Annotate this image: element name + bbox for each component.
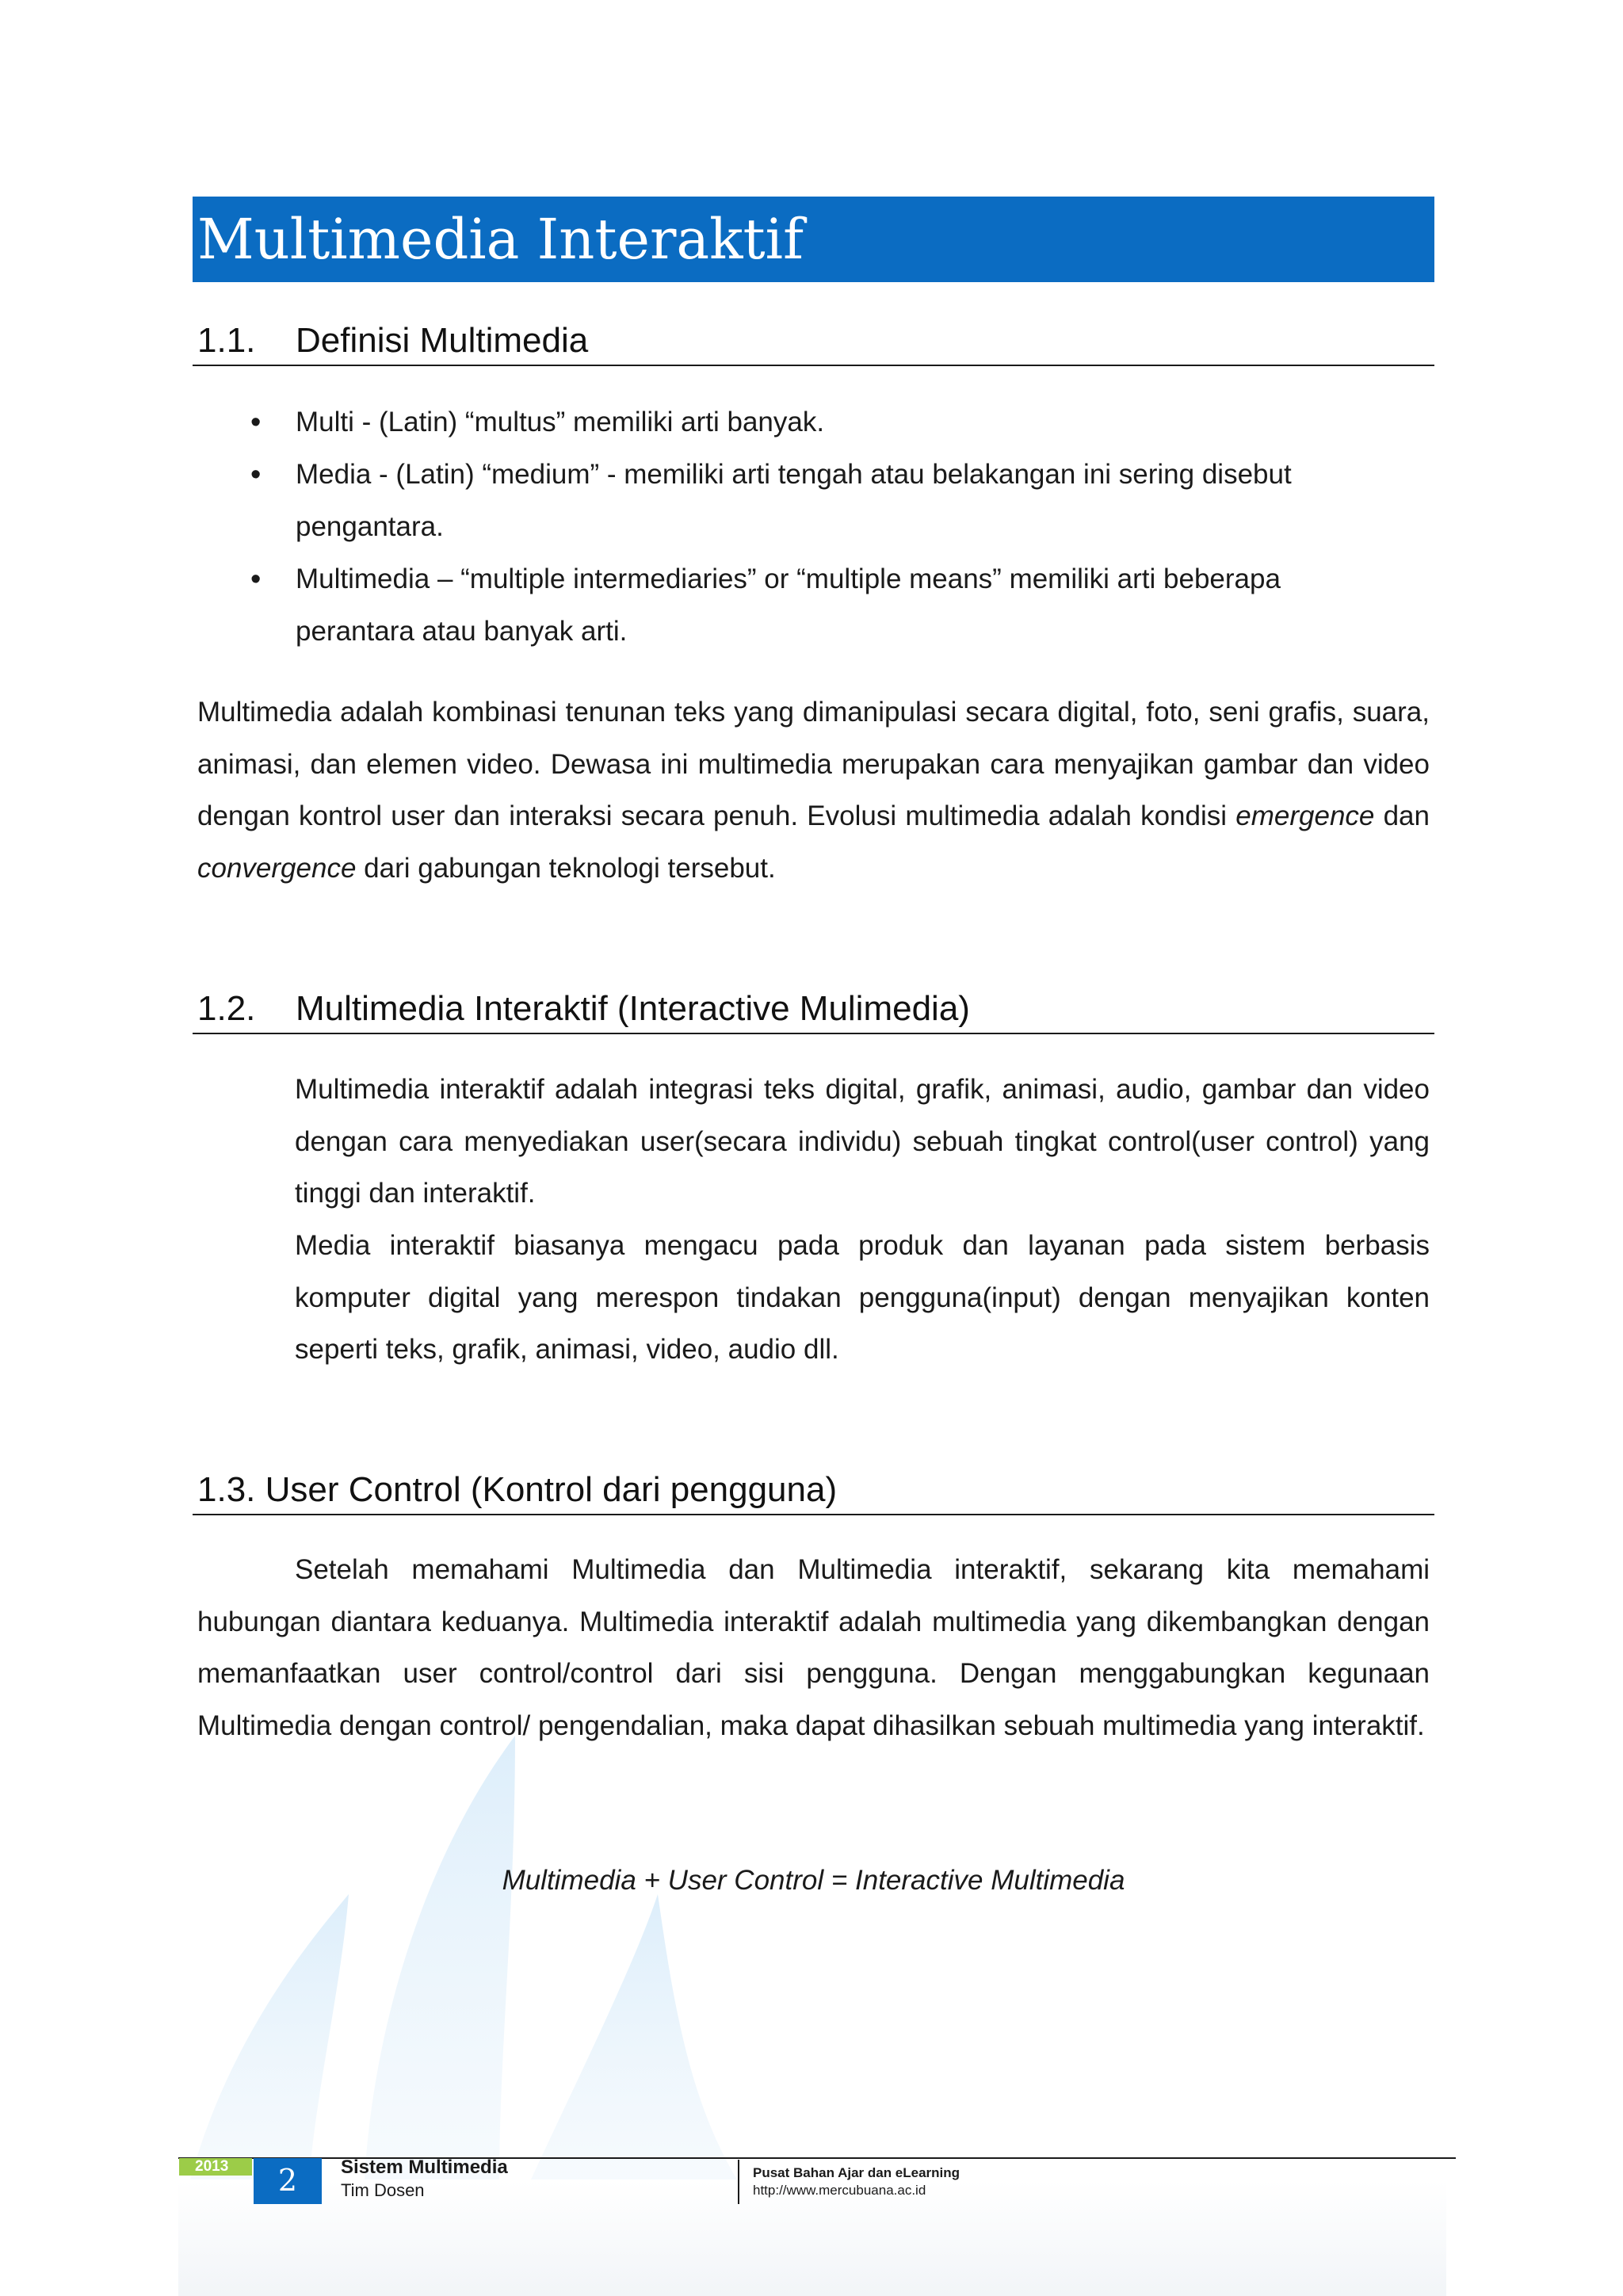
section-heading-1 [193,317,1434,366]
section-number: 1.2. [197,989,256,1028]
section-title: Definisi Multimedia [296,321,589,360]
section-title: User Control (Kontrol dari pengguna) [265,1470,838,1509]
page-title: Multimedia Interaktif [193,197,1434,282]
section-number: 1.1. [197,321,256,360]
interactive-paragraph-2: Media interaktif biasanya mengacu pada produk dan layanan pada sistem berbasis komputer digital yang merespon tindakan pengguna(input) dengan menyajikan konten seperti teks, grafik, animasi, video, audio dll. [295,1230,1430,1365]
definition-list [193,396,1434,658]
bullet-icon: • [250,563,262,596]
year-badge: 2013 [179,2158,252,2176]
formula: Multimedia + User Control = Interactive Multimedia [502,1865,1125,1896]
author: Tim Dosen [341,2180,425,2200]
list-item: • Media - (Latin) “medium” - memiliki arti tengah atau belakangan ini sering disebut pengantara. [193,449,1434,553]
emphasis-term: emergence [1235,800,1375,831]
user-control-paragraph: Setelah memahami Multimedia dan Multimedia interaktif, sekarang kita memahami hubungan diantara keduanya. Multimedia interaktif adalah multimedia yang dikembangkan dengan memanfaatkan user control/control dari sisi pengguna. Dengan menggabungkan kegunaan Multimedia dengan control/ pengendalian, maka dapat dihasilkan sebuah multimedia yang interaktif. [197,1554,1430,1741]
footer-separator [738,2160,739,2204]
list-item: • Multimedia – “multiple intermediaries” or “multiple means” memiliki arti beberapa perantara atau banyak arti. [193,553,1434,658]
watermark-logo [182,1704,753,2179]
emphasis-term: convergence [197,852,357,884]
section-heading-3 [193,1466,1434,1515]
bullet-icon: • [250,458,262,491]
publisher-url: http://www.mercubuana.ac.id [753,2183,926,2198]
publisher-name: Pusat Bahan Ajar dan eLearning [753,2165,960,2180]
bullet-icon: • [250,406,262,439]
section-title: 1.3. [197,1470,256,1509]
page-number: 2 [254,2158,322,2204]
course-name: Sistem Multimedia [341,2157,508,2178]
definition-paragraph: Multimedia adalah kombinasi tenunan teks yang dimanipulasi secara digital, foto, seni grafis, suara, animasi, dan elemen video. Dewasa ini multimedia merupakan cara menyajikan gambar dan video dengan kontrol user dan interaksi secara penuh. Evolusi multimedia adalah kondisi emergence dan convergence dari gabungan teknologi tersebut. [197,697,1430,884]
interactive-paragraph-1: Multimedia interaktif adalah integrasi teks digital, grafik, animasi, audio, gambar dan video dengan cara menyediakan user(secara individu) sebuah tingkat control(user control) yang tinggi dan interaktif. [295,1074,1430,1209]
section-heading-2 [193,985,1434,1034]
list-item: • Multi - (Latin) “multus” memiliki arti banyak. [193,396,1434,449]
section-title: Multimedia Interaktif (Interactive Mulimedia) [296,989,970,1028]
